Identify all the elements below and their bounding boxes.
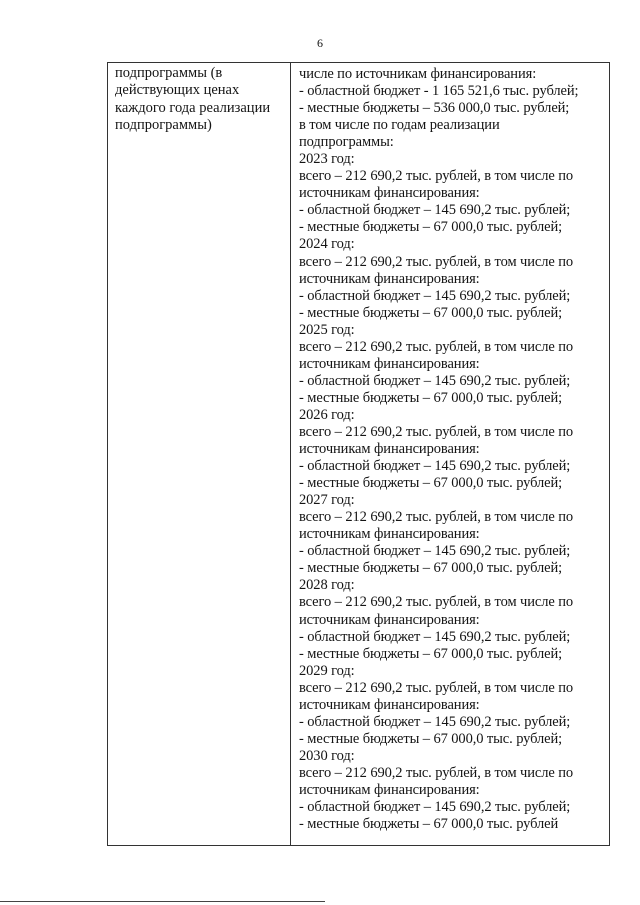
value-line: 2024 год: xyxy=(299,236,355,253)
table-label-cell xyxy=(108,63,291,845)
value-line: всего – 212 690,2 тыс. рублей, в том числе по xyxy=(299,764,574,781)
value-line: подпрограммы: xyxy=(299,134,394,151)
value-line: всего – 212 690,2 тыс. рублей, в том числе по xyxy=(299,594,574,611)
value-line: всего – 212 690,2 тыс. рублей, в том числе по xyxy=(299,338,574,355)
value-line: всего – 212 690,2 тыс. рублей, в том числе по xyxy=(299,423,574,440)
value-line: в том числе по годам реализации xyxy=(299,117,500,134)
value-line: - местные бюджеты – 67 000,0 тыс. рублей; xyxy=(299,645,563,662)
value-line: источникам финансирования: xyxy=(299,526,480,543)
value-line: - областной бюджет – 145 690,2 тыс. рублей; xyxy=(299,628,571,645)
footer-rule xyxy=(0,901,325,902)
value-line: - местные бюджеты – 67 000,0 тыс. рублей; xyxy=(299,475,563,492)
value-line: - местные бюджеты – 67 000,0 тыс. рублей; xyxy=(299,304,563,321)
value-line: числе по источникам финансирования: xyxy=(299,66,537,82)
value-line: 2030 год: xyxy=(299,747,355,764)
value-line: - областной бюджет – 145 690,2 тыс. рублей; xyxy=(299,202,571,219)
value-line: 2028 год: xyxy=(299,577,355,594)
value-line: 2026 год: xyxy=(299,406,355,423)
value-line: источникам финансирования: xyxy=(299,185,480,202)
value-line: источникам финансирования: xyxy=(299,781,480,798)
value-line: всего – 212 690,2 тыс. рублей, в том числе по xyxy=(299,168,574,185)
value-line: - местные бюджеты – 67 000,0 тыс. рублей; xyxy=(299,389,563,406)
value-line: всего – 212 690,2 тыс. рублей, в том числе по xyxy=(299,253,574,270)
value-line: - областной бюджет - 1 165 521,6 тыс. рублей; xyxy=(299,83,579,100)
value-line: источникам финансирования: xyxy=(299,696,480,713)
value-line: источникам финансирования: xyxy=(299,441,480,458)
value-line: - областной бюджет – 145 690,2 тыс. рублей; xyxy=(299,287,571,304)
value-line: - областной бюджет – 145 690,2 тыс. рублей; xyxy=(299,543,571,560)
label-line: действующих ценах xyxy=(115,82,240,99)
value-line: - областной бюджет – 145 690,2 тыс. рублей; xyxy=(299,372,571,389)
value-line: - местные бюджеты – 67 000,0 тыс. рублей; xyxy=(299,560,563,577)
value-line: источникам финансирования: xyxy=(299,270,480,287)
value-line: - областной бюджет – 145 690,2 тыс. рублей; xyxy=(299,799,571,816)
value-line: - местные бюджеты – 536 000,0 тыс. рублей; xyxy=(299,100,570,117)
funding-table xyxy=(107,62,610,846)
label-line: подпрограммы (в xyxy=(115,65,223,81)
value-line: источникам финансирования: xyxy=(299,355,480,372)
page-number: 6 xyxy=(317,36,323,50)
value-line: - местные бюджеты – 67 000,0 тыс. рублей; xyxy=(299,219,563,236)
table-value-cell xyxy=(291,63,609,845)
value-line: - областной бюджет – 145 690,2 тыс. рублей; xyxy=(299,458,571,475)
value-line: всего – 212 690,2 тыс. рублей, в том числе по xyxy=(299,679,574,696)
label-line: подпрограммы) xyxy=(115,116,212,133)
value-line: всего – 212 690,2 тыс. рублей, в том числе по xyxy=(299,509,574,526)
value-line: 2025 год: xyxy=(299,321,355,338)
value-line: - областной бюджет – 145 690,2 тыс. рублей; xyxy=(299,713,571,730)
value-line: - местные бюджеты – 67 000,0 тыс. рублей; xyxy=(299,730,563,747)
value-line: 2023 год: xyxy=(299,151,355,168)
value-line: 2027 год: xyxy=(299,492,355,509)
label-line: каждого года реализации xyxy=(115,99,271,116)
value-line: 2029 год: xyxy=(299,662,355,679)
value-line: - местные бюджеты – 67 000,0 тыс. рублей xyxy=(299,816,559,833)
value-line: источникам финансирования: xyxy=(299,611,480,628)
